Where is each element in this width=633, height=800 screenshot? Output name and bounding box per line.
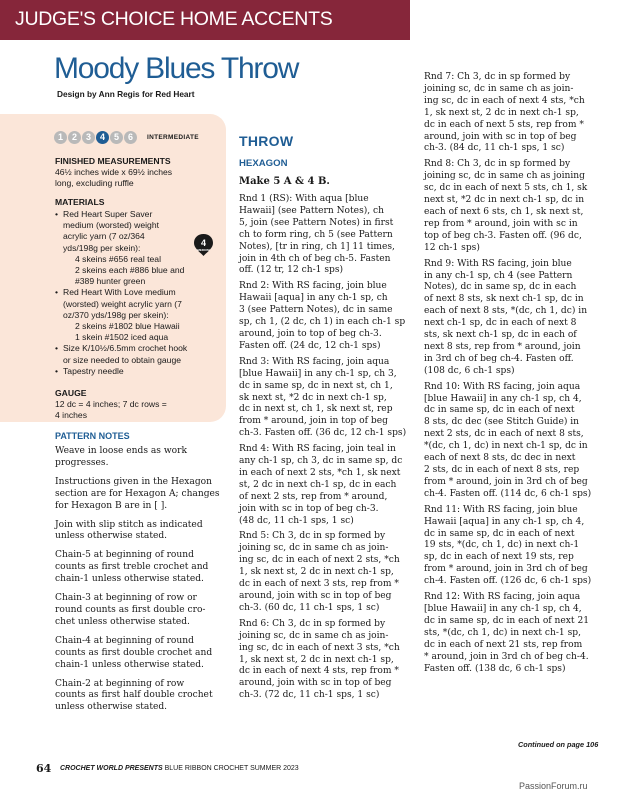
- round-line: 1, sk next st, 2 dc in next ch-1 sp,: [424, 107, 579, 118]
- materials-line: or size needed to obtain gauge: [63, 354, 182, 365]
- pattern-note-line: Chain-2 at beginning of row: [55, 678, 185, 689]
- round-line: (108 dc, 6 ch-1 sps): [424, 365, 515, 376]
- round-line: ch to form ring, ch 5 (see Pattern: [239, 229, 393, 240]
- pattern-note-line: section are for Hexagon A; changes: [55, 488, 220, 499]
- round-line: Rnd 1 (RS): With aqua [blue: [239, 194, 369, 204]
- round-line: dc in same sp, dc in each of next 21: [424, 615, 590, 626]
- round-line: from * around, join in top of beg: [239, 416, 388, 427]
- round-line: Notes), dc in same sp, dc in each: [424, 282, 577, 293]
- round-line: ch-3. Fasten off. (36 dc, 12 ch-1 sps): [239, 428, 407, 439]
- materials-heading: MATERIALS: [55, 197, 105, 207]
- skill-level-dot: 6: [124, 131, 137, 144]
- skill-level-label: INTERMEDIATE: [147, 134, 199, 141]
- pattern-note: [55, 446, 227, 470]
- yarn-weight-number: 4: [200, 238, 207, 248]
- materials-line: • Tapestry needle: [63, 366, 187, 377]
- round-line: ch-3. (60 dc, 11 ch-1 sps, 1 sc): [239, 602, 380, 613]
- round-line: from * around, join in 3rd ch of beg: [424, 564, 588, 575]
- yarn-weight-label: MEDIUM: [197, 248, 210, 252]
- round-line: each of next 6 sts, ch 1, sk next st,: [424, 206, 584, 217]
- rounds-column-2: [424, 72, 606, 679]
- round-line: st, 2 dc in next ch-1 sp, dc in each: [239, 479, 397, 490]
- round-line: sts, *(dc, ch 1, dc) in next ch-1 sp,: [424, 627, 581, 638]
- round-line: [blue Hawaii] in any ch-1 sp, ch 4,: [424, 393, 582, 404]
- pattern-note: [55, 593, 227, 629]
- round-line: Rnd 9: With RS facing, join blue: [424, 258, 572, 269]
- round-line: (48 dc, 11 ch-1 sps, 1 sc): [239, 515, 354, 526]
- pattern-note-line: chet unless otherwise stated.: [55, 616, 190, 627]
- materials-line: 1 skein #1502 iced aqua: [75, 332, 169, 343]
- round-line: joining sc, dc in same ch as join-: [239, 630, 389, 641]
- materials-list: [63, 209, 187, 377]
- pattern-note: [55, 636, 227, 672]
- round-line: 8 sts, dc dec (see Stitch Guide) in: [424, 417, 580, 428]
- round-line: around, join to top of beg ch-3.: [239, 328, 382, 339]
- round-instruction: [424, 592, 606, 675]
- pattern-note-line: Chain-4 at beginning of round: [55, 635, 194, 646]
- issue-name: BLUE RIBBON CROCHET SUMMER 2023: [164, 765, 299, 772]
- round-line: sp, dc in each of next 19 sts, rep: [424, 552, 574, 563]
- round-line: ch-3. (84 dc, 11 ch-1 sps, 1 sc): [424, 143, 565, 154]
- hexagon-heading: HEXAGON: [239, 158, 288, 169]
- round-line: Hawaii] (see Pattern Notes), ch: [239, 205, 385, 216]
- round-line: ing sc, dc in each of next 4 sts, *ch: [424, 95, 585, 106]
- round-line: * around, join in 3rd ch of beg ch-4.: [424, 651, 589, 662]
- round-line: of next 8 sts, sk next ch-1 sp, dc in: [424, 294, 584, 305]
- round-instruction: [239, 281, 411, 352]
- materials-line: medium (worsted) weight: [63, 220, 159, 231]
- round-line: dc in same sp, dc in each of next: [424, 405, 575, 416]
- magazine-name: CROCHET WORLD PRESENTS: [60, 765, 163, 772]
- round-line: Rnd 2: With RS facing, join blue: [239, 281, 387, 292]
- skill-level-indicator: [54, 131, 138, 144]
- footer-credit: [60, 765, 299, 772]
- round-line: Fasten off. (24 dc, 12 ch-1 sps): [239, 340, 381, 351]
- round-line: top of beg ch-3. Fasten off. (96 dc,: [424, 230, 582, 241]
- round-instruction: [239, 444, 411, 527]
- materials-line: #389 hunter green: [75, 276, 146, 287]
- round-line: next 2 sts, dc in each of next 8 sts,: [424, 429, 584, 440]
- gauge-line: 4 inches: [55, 410, 88, 421]
- round-line: Rnd 7: Ch 3, dc in sp formed by: [424, 72, 571, 82]
- designer-credit: Design by Ann Regis for Red Heart: [57, 89, 195, 99]
- round-line: dc in each of next 21 sts, rep from: [424, 639, 583, 650]
- pattern-note-line: progresses.: [55, 457, 109, 468]
- pattern-note: [55, 520, 227, 544]
- materials-line: (worsted) weight acrylic yarn (7: [63, 298, 182, 309]
- materials-line: • Red Heart Super Saver: [63, 209, 187, 220]
- section-banner: [0, 0, 410, 40]
- round-line: Notes), [tr in ring, ch 1] 11 times,: [239, 241, 395, 252]
- pattern-note-line: counts as first double crochet and: [55, 647, 213, 658]
- round-line: Rnd 11: With RS facing, join blue: [424, 504, 578, 515]
- watermark: PassionForum.ru: [519, 781, 588, 791]
- materials-line: 4 skeins #656 real teal: [75, 253, 161, 264]
- pattern-note: [55, 679, 227, 715]
- round-line: 1, sk next st, 2 dc in next ch-1 sp,: [239, 567, 394, 578]
- round-line: 19 sts, *(dc, ch 1, dc) in next ch-1: [424, 540, 580, 551]
- pattern-title: Moody Blues Throw: [54, 52, 299, 85]
- pattern-note-line: for Hexagon B are in [ ].: [55, 500, 168, 511]
- round-line: off. (12 tr, 12 ch-1 sps): [239, 265, 344, 276]
- round-line: next ch-1 sp, dc in each of next 8: [424, 318, 577, 329]
- round-line: dc in each of next 4 sts, rep from *: [239, 666, 399, 677]
- round-line: Fasten off. (138 dc, 6 ch-1 sps): [424, 663, 566, 674]
- round-instruction: [239, 531, 411, 614]
- skill-level-dot: 5: [110, 131, 123, 144]
- round-instruction: [424, 505, 606, 588]
- round-line: Rnd 4: With RS facing, join teal in: [239, 444, 396, 455]
- round-line: ch-3. (72 dc, 11 ch-1 sps, 1 sc): [239, 690, 380, 701]
- pattern-notes-heading: PATTERN NOTES: [55, 431, 130, 441]
- round-line: dc in each of next 3 sts, rep from *: [239, 579, 399, 590]
- round-instruction: [424, 382, 606, 501]
- skill-level-dot: 2: [68, 131, 81, 144]
- pattern-note-line: counts as first half double crochet: [55, 690, 213, 701]
- materials-line: yds/198g per skein):: [63, 242, 141, 253]
- round-line: around, join with sc in top of beg: [239, 678, 392, 689]
- pattern-note-line: chain-1 unless otherwise stated.: [55, 659, 204, 670]
- round-line: Rnd 3: With RS facing, join aqua: [239, 356, 390, 367]
- round-instruction: [239, 357, 411, 440]
- round-line: Rnd 10: With RS facing, join aqua: [424, 381, 581, 392]
- pattern-note-line: Weave in loose ends as work: [55, 446, 187, 456]
- pattern-note-line: unless otherwise stated.: [55, 531, 168, 542]
- materials-line: • Red Heart With Love medium: [63, 287, 187, 298]
- round-line: sp, ch 1, (2 dc, ch 1) in each ch-1 sp: [239, 317, 406, 328]
- materials-line: acrylic yarn (7 oz/364: [63, 231, 145, 242]
- pattern-note-line: round counts as first double cro-: [55, 604, 206, 615]
- round-line: dc in next st, ch 1, sk next st, rep: [239, 404, 393, 415]
- round-line: 3 (see Pattern Notes), dc in same: [239, 305, 393, 316]
- pattern-note: [55, 550, 227, 586]
- materials-line: 2 skeins each #886 blue and: [75, 265, 185, 276]
- gauge-heading: GAUGE: [55, 388, 87, 398]
- round-line: Rnd 12: With RS facing, join aqua: [424, 592, 581, 603]
- round-line: Rnd 5: Ch 3, dc in sp formed by: [239, 531, 386, 542]
- materials-line: 2 skeins #1802 blue Hawaii: [75, 321, 180, 332]
- round-line: around, join with sc in top of beg: [239, 591, 392, 601]
- round-line: from * around, join in 3rd ch of beg: [424, 476, 588, 487]
- rounds-column-1: [239, 194, 411, 706]
- round-line: Hawaii [aqua] in any ch-1 sp, ch 4,: [424, 516, 585, 527]
- round-line: [blue Hawaii] in any ch-1 sp, ch 3,: [239, 368, 397, 379]
- round-line: dc in same sp, dc in each of next: [424, 528, 575, 539]
- round-line: sc, dc in each of next 5 sts, ch 1, sk: [424, 183, 588, 194]
- round-line: dc in each of next 5 sts, rep from *: [424, 119, 584, 130]
- measurements-heading: FINISHED MEASUREMENTS: [55, 156, 171, 166]
- round-line: sts, sk next ch-1 sp, dc in each of: [424, 330, 577, 341]
- round-line: joining sc, dc in same ch as joining: [424, 171, 585, 182]
- materials-line: • Size K/10½/6.5mm crochet hook: [63, 343, 187, 354]
- round-line: each of next 8 sts, dc dec in next: [424, 453, 576, 464]
- pattern-notes: [55, 446, 227, 721]
- pattern-note-line: Chain-3 at beginning of row or: [55, 593, 197, 604]
- banner-text: JUDGE'S CHOICE HOME ACCENTS: [15, 8, 333, 30]
- make-instruction: Make 5 A & 4 B.: [239, 176, 330, 187]
- skill-level-dot: 3: [82, 131, 95, 144]
- round-line: rep from * around, join with sc in: [424, 218, 578, 229]
- round-line: [blue Hawaii] in any ch-1 sp, ch 4,: [424, 603, 582, 614]
- round-line: next st, *2 dc in next ch-1 sp, dc in: [424, 195, 585, 206]
- pattern-note: [55, 477, 227, 513]
- pattern-note-line: unless otherwise stated.: [55, 702, 168, 713]
- continued-note: Continued on page 106: [518, 740, 599, 749]
- page-number: 64: [36, 762, 52, 775]
- round-line: in any ch-1 sp, ch 4 (see Pattern: [424, 270, 573, 281]
- pattern-note-line: Chain-5 at beginning of round: [55, 550, 194, 561]
- gauge-text: [55, 399, 167, 421]
- round-line: each of next 8 sts, *(dc, ch 1, dc) in: [424, 306, 588, 317]
- round-instruction: [239, 619, 411, 702]
- skill-level-dot: 4: [96, 131, 109, 144]
- round-line: join in 4th ch of beg ch-5. Fasten: [239, 253, 391, 264]
- round-line: *(dc, ch 1, dc) in next ch-1 sp, dc in: [424, 441, 588, 452]
- round-line: ing sc, dc in each of next 3 sts, *ch: [239, 642, 400, 653]
- round-line: ch-4. Fasten off. (126 dc, 6 ch-1 sps): [424, 576, 592, 587]
- round-line: 12 ch-1 sps): [424, 242, 480, 253]
- pattern-note-line: Instructions given in the Hexagon: [55, 476, 212, 487]
- round-line: ing sc, dc in each of next 2 sts, *ch: [239, 555, 400, 566]
- skill-level-dot: 1: [54, 131, 67, 144]
- round-line: sk next st, *2 dc in next ch-1 sp,: [239, 392, 387, 403]
- pattern-note-line: counts as first treble crochet and: [55, 562, 209, 573]
- round-line: any ch-1 sp, ch 3, dc in same sp, dc: [239, 456, 403, 467]
- round-instruction: [239, 194, 411, 277]
- measurements-text: [55, 167, 172, 189]
- round-line: of next 2 sts, rep from * around,: [239, 491, 388, 502]
- round-line: 5, join (see Pattern Notes) in first: [239, 217, 394, 228]
- round-line: in each of next 2 sts, *ch 1, sk next: [239, 467, 401, 478]
- throw-heading: THROW: [239, 133, 294, 149]
- round-line: next 8 sts, rep from * around, join: [424, 341, 581, 352]
- round-line: join with sc in top of beg ch-3.: [239, 503, 379, 514]
- round-instruction: [424, 159, 606, 254]
- measurements-line: long, excluding ruffle: [55, 178, 134, 189]
- yarn-weight-icon: [193, 233, 214, 258]
- measurements-line: 46½ inches wide x 69½ inches: [55, 167, 173, 177]
- round-line: 1, sk next st, 2 dc in next ch-1 sp,: [239, 654, 394, 665]
- round-line: joining sc, dc in same ch as join-: [424, 83, 574, 94]
- round-line: ch-4. Fasten off. (114 dc, 6 ch-1 sps): [424, 488, 592, 499]
- pattern-note-line: Join with slip stitch as indicated: [55, 519, 203, 530]
- pattern-note-line: chain-1 unless otherwise stated.: [55, 574, 204, 585]
- round-line: Rnd 6: Ch 3, dc in sp formed by: [239, 618, 386, 629]
- gauge-line: 12 dc = 4 inches; 7 dc rows =: [55, 399, 167, 409]
- round-line: around, join with sc in top of beg: [424, 131, 577, 142]
- round-line: dc in same sp, dc in next st, ch 1,: [239, 380, 393, 391]
- round-line: Hawaii [aqua] in any ch-1 sp, ch: [239, 293, 388, 304]
- round-line: Rnd 8: Ch 3, dc in sp formed by: [424, 159, 571, 170]
- round-line: joining sc, dc in same ch as join-: [239, 543, 389, 554]
- materials-line: oz/370 yds/198g per skein):: [63, 309, 169, 320]
- round-line: 2 sts, dc in each of next 8 sts, rep: [424, 465, 580, 475]
- round-line: in 3rd ch of beg ch-4. Fasten off.: [424, 353, 574, 364]
- round-instruction: [424, 259, 606, 378]
- round-instruction: [424, 72, 606, 155]
